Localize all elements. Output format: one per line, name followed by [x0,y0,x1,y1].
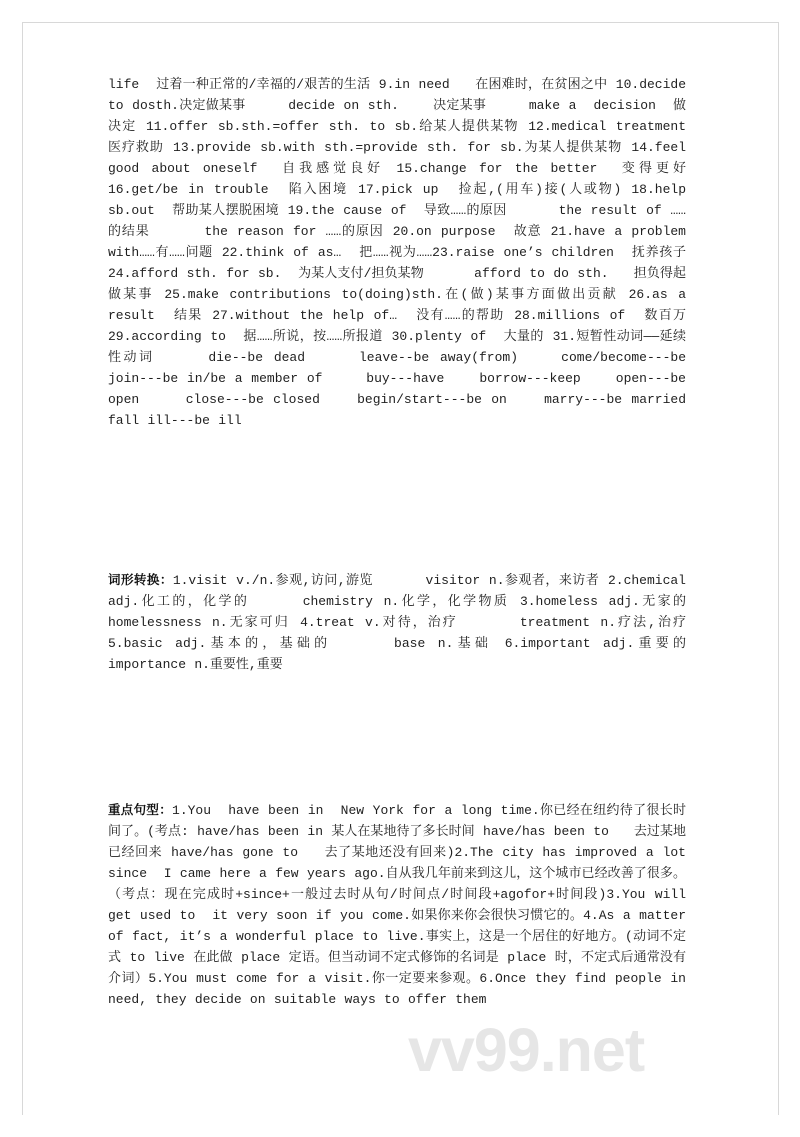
word-forms-label: 词形转换： [108,573,173,587]
key-sentences-label: 重点句型： [108,803,173,817]
word-forms-body-wrapper [108,570,736,675]
key-sentences-body: 1.You have been in New York for a long time.你已经在纽约待了很长时间了。(考点: have/has been in 某人在某地待了多长时间 have/has been to 去过某地已经回来 have/has gone to 去了某地还没有回来)2.The city has improved a lot since I came here a few years ago.自从我几年前来到这儿，这个城市已经改善了很多。（考点：现在完成时+since+一般过去时从句/时间点/时间段+agofor+时间段)3.You will get used to it very soon if you come.如果你来你会很快习惯它的。4.As a matter of fact, it’s a wonderful place to live.事实上，这是一个居住的好地方。(动词不定式 to live 在此做 place 定语。但当动词不定式修饰的名词是 place 时，不定式后通常没有介词）5.You must come for a visit.你一定要来参观。6.Once they find people in need, they decide on suitable ways to offer them [108,803,703,1007]
word-forms-section [108,570,736,675]
page-border-right [778,22,779,1115]
phrases-body: life 过着一种正常的/幸福的/艰苦的生活 9.in need 在困难时，在贫困之中 10.decide to dosth.决定做某事 decide on sth. 决定某事 make a decision 做决定 11.offer sb.sth.=offer sth. to sb.给某人提供某物 12.medical treatment 医疗救助 13.provide sb.with sth.=provide sth. for sb.为某人提供某物 14.feel good about oneself 自我感觉良好 15.change for the better 变得更好 16.get/be in trouble 陷入困境 17.pick up 捡起,(用车)接(人或物) 18.help sb.out 帮助某人摆脱困境 19.the cause of 导致……的原因 the result of ……的结果 the reason for ……的原因 20.on purpose 故意 21.have a problem with……有……问题 22.think of as… 把……视为……23.raise one’s children 抚养孩子 24.afford sth. for sb. 为某人支付/担负某物 afford to do sth. 担负得起做某事 25.make contributions to(doing)sth.在(做)某事方面做出贡献 26.as a result 结果 27.without the help of… 没有……的帮助 28.millions of 数百万 29.according to 据……所说，按……所报道 30.plenty of 大量的 31.短暂性动词——延续性动词 die--be dead leave--be away(from) come/become---be join---be in/be a member of buy---have borrow---keep open---be open close---be closed begin/start---be on marry---be married fall ill---be ill [108,77,728,428]
watermark: vv99.net [408,1016,645,1084]
key-sentences-section [108,800,703,1010]
page-border-left [22,22,23,1115]
word-forms-body: 1.visit v./n.参观,访问,游览 visitor n.参观者，来访者 2.chemical adj.化工的，化学的 chemistry n.化学，化学物质 3.homeless adj.无家的 homelessness n.无家可归 4.treat v.对待，治疗 treatment n.疗法,治疗 5.basic adj.基本的，基础的 base n.基础 6.important adj.重要的 importance n.重要性,重要 [108,573,736,672]
phrases-section [108,74,728,431]
key-sentences-body-wrapper [108,800,703,1010]
page-border-top [22,22,778,23]
